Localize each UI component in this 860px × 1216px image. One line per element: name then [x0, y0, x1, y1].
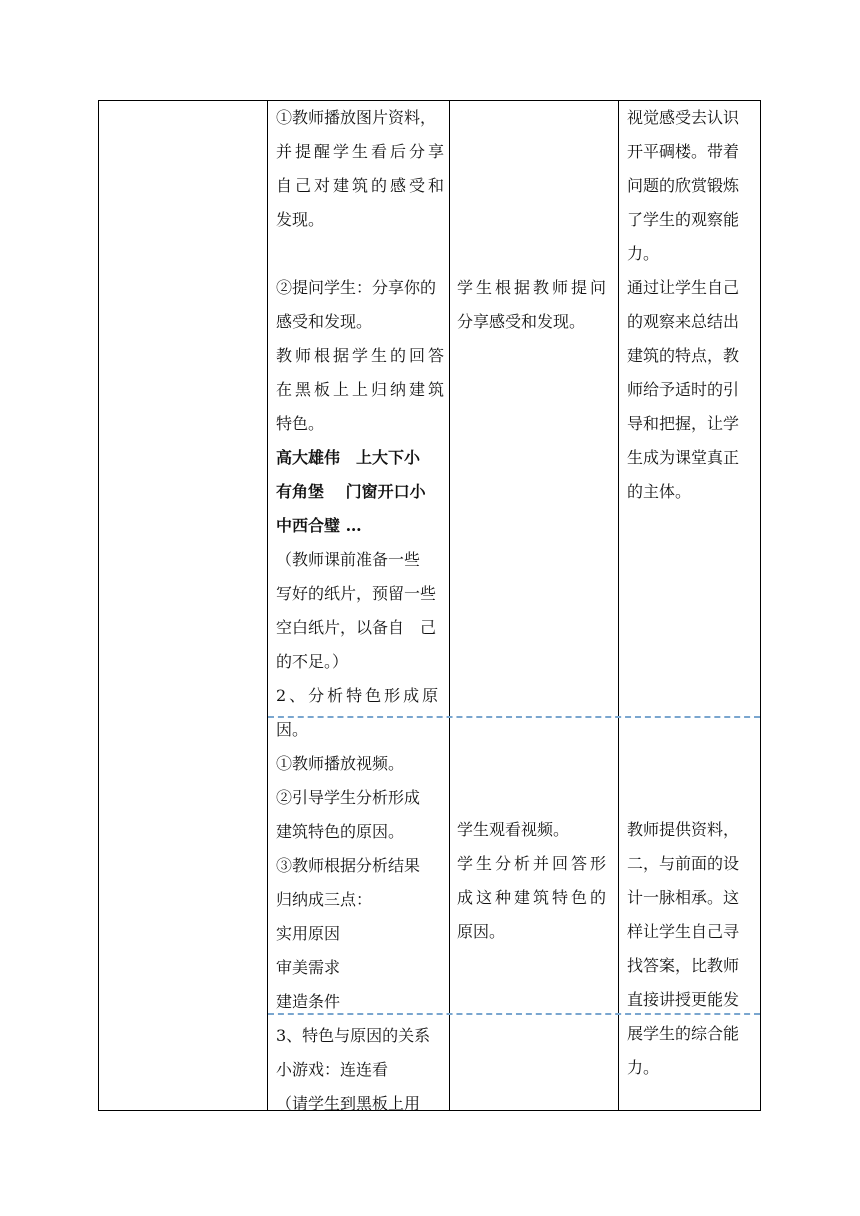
reason-item: 实用原因 [276, 924, 341, 943]
teacher-activity-column [276, 101, 446, 1121]
column-divider [618, 100, 619, 1111]
design-intent-line: 问题的欣赏锻炼 [627, 176, 740, 195]
teacher-activity-line: 归纳成三点： [276, 890, 373, 909]
teacher-activity-line: （教师课前准备一些 [276, 550, 421, 569]
design-intent-line: 找答案，比教师 [627, 956, 740, 975]
design-intent-line: 直接讲授更能发 [627, 990, 740, 1009]
teacher-activity-line: ③教师根据分析结果 [276, 856, 421, 875]
teacher-activity-line: ①教师播放图片资料， [276, 108, 437, 127]
column-divider [449, 100, 450, 1111]
teacher-activity-line: 建筑特色的原因。 [276, 822, 405, 841]
student-activity-line: 原因。 [457, 922, 506, 941]
teacher-activity-line: （请学生到黑板上用 [276, 1094, 421, 1113]
feature-keyword-line: 高大雄伟 上大下小 [276, 448, 421, 467]
teacher-activity-line: 在黑板上上归纳建筑 [276, 380, 448, 399]
teacher-activity-line: ①教师播放视频。 [276, 754, 405, 773]
design-intent-line: 建筑的特点，教 [627, 346, 740, 365]
section-heading-line: 因。 [276, 720, 309, 739]
teacher-activity-line: 感受和发现。 [276, 312, 373, 331]
design-intent-line: 导和把握，让学 [627, 414, 740, 433]
section-heading-line: 2、分析特色形成原 [276, 686, 442, 705]
student-activity-line: 分享感受和发现。 [457, 312, 586, 331]
design-intent-line: 通过让学生自己 [627, 278, 740, 297]
feature-keyword-line: 有角堡 门窗开口小 [276, 482, 426, 501]
design-intent-line: 计一脉相承。这 [627, 888, 740, 907]
teacher-activity-line: 教师根据学生的回答 [276, 346, 448, 365]
teacher-activity-line: ②提问学生：分享你的 [276, 278, 437, 297]
design-intent-line: 生成为课堂真正 [627, 448, 740, 467]
teacher-activity-line: 发现。 [276, 210, 325, 229]
design-intent-line: 样让学生自己寻 [627, 922, 740, 941]
teacher-activity-line: 并提醒学生看后分享 [276, 142, 448, 161]
design-intent-line: 师给予适时的引 [627, 380, 740, 399]
design-intent-block [627, 813, 759, 1085]
teacher-activity-line: 小游戏：连连看 [276, 1060, 389, 1079]
student-activity-line: 学生观看视频。 [457, 820, 570, 839]
student-activity-line: 学生分析并回答形 [457, 854, 610, 873]
design-intent-line: 二，与前面的设 [627, 854, 740, 873]
teacher-activity-line: 写好的纸片，预留一些 [276, 584, 437, 603]
feature-keyword-line: 中西合璧 … [276, 516, 362, 535]
design-intent-line: 的观察来总结出 [627, 312, 740, 331]
design-intent-block [627, 101, 759, 509]
student-activity-block [457, 813, 617, 949]
blank-line [276, 237, 446, 271]
reason-item: 审美需求 [276, 958, 341, 977]
design-intent-line: 力。 [627, 1058, 660, 1077]
design-intent-line: 开平碉楼。带着 [627, 142, 740, 161]
column-divider [267, 100, 268, 1111]
design-intent-line: 展学生的综合能 [627, 1024, 740, 1043]
design-intent-line: 力。 [627, 244, 660, 263]
student-activity-line: 学生根据教师提问 [457, 278, 610, 297]
teacher-activity-line: 特色。 [276, 414, 325, 433]
teacher-activity-line: 的不足。） [276, 652, 349, 671]
teacher-activity-line: 空白纸片，以备自 己 [276, 618, 437, 637]
teacher-activity-line: 自己对建筑的感受和 [276, 176, 448, 195]
design-intent-line: 视觉感受去认识 [627, 108, 740, 127]
design-intent-line: 了学生的观察能 [627, 210, 740, 229]
student-activity-line: 成这种建筑特色的 [457, 888, 610, 907]
section-heading-line: 3、特色与原因的关系 [276, 1026, 431, 1045]
design-intent-line: 教师提供资料， [627, 820, 740, 839]
teacher-activity-line: ②引导学生分析形成 [276, 788, 421, 807]
reason-item: 建造条件 [276, 992, 341, 1011]
design-intent-line: 的主体。 [627, 482, 692, 501]
student-activity-block [457, 271, 617, 339]
